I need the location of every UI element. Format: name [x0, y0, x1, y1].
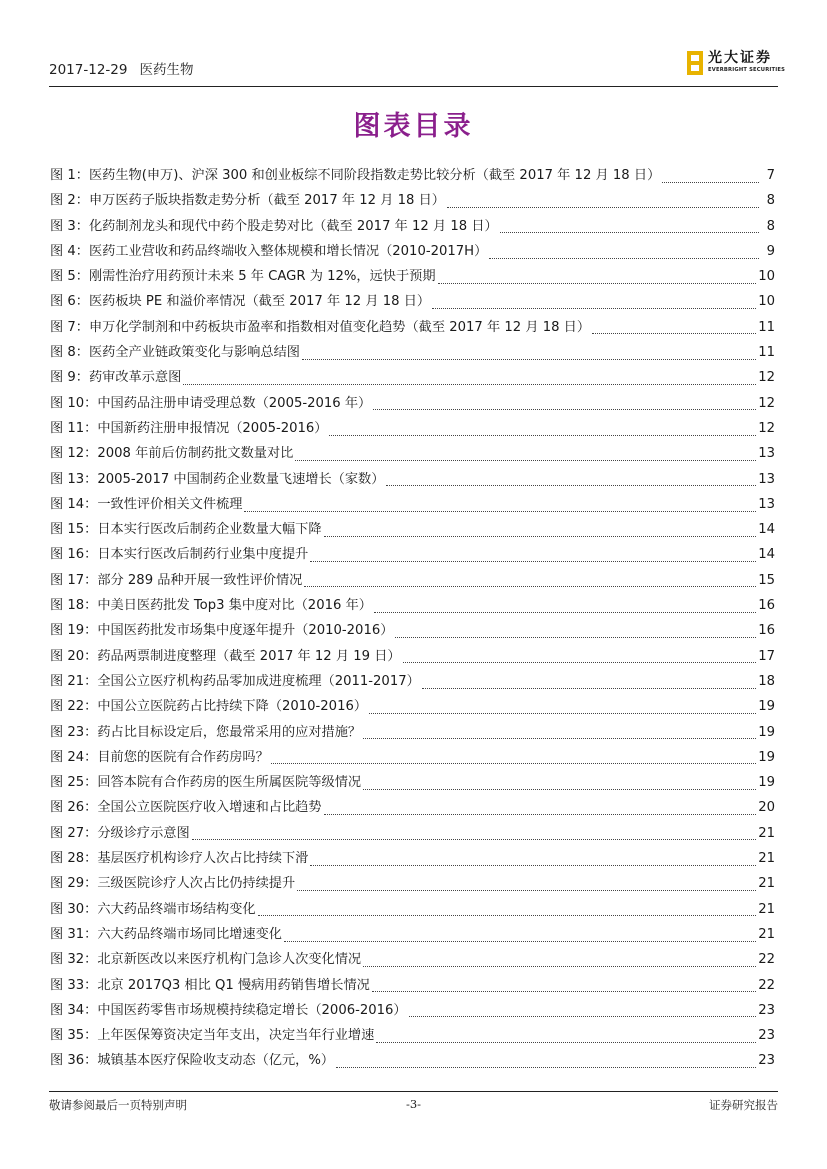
- toc-entry-page: 15: [758, 572, 775, 588]
- toc-dot-leader: [295, 459, 756, 461]
- toc-entry-label: 图 36：城镇基本医疗保险收支动态（亿元，%）: [50, 1053, 335, 1069]
- toc-dot-leader: [329, 434, 756, 436]
- toc-entry-page: 22: [758, 977, 775, 993]
- toc-entry-label: 图 8：医药全产业链政策变化与影响总结图: [50, 345, 300, 361]
- toc-entry-page: 16: [758, 598, 775, 614]
- toc-entry-page: 7: [766, 168, 775, 183]
- toc-entry-page: 12: [758, 420, 775, 436]
- toc-dot-leader: [409, 1015, 757, 1017]
- toc-entry-label: 图 1：医药生物(申万)、沪深 300 和创业板综不同阶段指数走势比较分析（截至 2017 年 12 月 18 日）: [50, 168, 661, 183]
- toc-entry-page: 14: [758, 547, 775, 563]
- toc-entry-label: 图 34：中国医药零售市场规模持续稳定增长（2006-2016）: [50, 1002, 407, 1018]
- header-info: [49, 58, 193, 78]
- toc-entry-label: 图 33：北京 2017Q3 相比 Q1 慢病用药销售增长情况: [50, 977, 370, 993]
- toc-entry[interactable]: [50, 163, 775, 188]
- toc-entry-page: 21: [758, 926, 775, 942]
- toc-entry[interactable]: [50, 1048, 775, 1073]
- toc-entry[interactable]: [50, 947, 775, 972]
- toc-entry-label: 图 20：药品两票制进度整理（截至 2017 年 12 月 19 日）: [50, 648, 401, 664]
- toc-dot-leader: [192, 838, 757, 840]
- toc-entry-page: 13: [758, 471, 775, 487]
- page-header: [49, 50, 786, 87]
- toc-entry-label: 图 17：部分 289 品种开展一致性评价情况: [50, 572, 303, 588]
- toc-entry-label: 图 5：刚需性治疗用药预计未来 5 年 CAGR 为 12%，远快于预期: [50, 269, 436, 285]
- toc-entry[interactable]: [50, 542, 775, 567]
- toc-entry-label: 图 12：2008 年前后仿制药批文数量对比: [50, 446, 294, 462]
- toc-dot-leader: [374, 611, 756, 613]
- toc-dot-leader: [302, 358, 756, 360]
- toc-entry-label: 图 27：分级诊疗示意图: [50, 825, 190, 841]
- toc-entry[interactable]: [50, 1023, 775, 1048]
- logo-english-text: EVERBRIGHT SECURITIES: [708, 67, 786, 73]
- toc-dot-leader: [500, 231, 759, 233]
- toc-entry-label: 图 18：中美日医药批发 Top3 集中度对比（2016 年）: [50, 598, 372, 614]
- toc-title: 图表目录: [353, 111, 474, 142]
- toc-entry-page: 22: [758, 952, 775, 968]
- toc-entry[interactable]: [50, 391, 775, 416]
- toc-entry-label: 图 3：化药制剂龙头和现代中药个股走势对比（截至 2017 年 12 月 18 日）: [50, 218, 498, 234]
- toc-entry[interactable]: [50, 795, 775, 820]
- toc-entry-page: 10: [758, 269, 775, 285]
- page-number: -3-: [405, 1097, 422, 1111]
- toc-entry[interactable]: [50, 214, 775, 239]
- toc-entry[interactable]: [50, 973, 775, 998]
- toc-entry-label: 图 7：申万化学制剂和中药板块市盈率和指数相对值变化趋势（截至 2017 年 12 月 18 日）: [50, 319, 591, 335]
- toc-dot-leader: [183, 383, 756, 385]
- toc-entry-page: 12: [758, 395, 775, 411]
- toc-entry-page: 14: [758, 522, 775, 538]
- toc-dot-leader: [310, 864, 756, 866]
- toc-dot-leader: [489, 257, 759, 259]
- toc-entry[interactable]: [50, 441, 775, 466]
- toc-dot-leader: [284, 940, 756, 942]
- toc-entry-page: 19: [758, 775, 775, 791]
- toc-entry-page: 8: [766, 193, 775, 209]
- toc-dot-leader: [403, 661, 757, 663]
- toc-entry-label: 图 22：中国公立医院药占比持续下降（2010-2016）: [50, 699, 368, 715]
- toc-dot-leader: [324, 813, 757, 815]
- toc-dot-leader: [432, 307, 756, 309]
- toc-entry-page: 10: [758, 294, 775, 310]
- toc-entry-page: 23: [758, 1028, 775, 1044]
- toc-dot-leader: [297, 889, 756, 891]
- toc-entry[interactable]: [50, 188, 775, 213]
- toc-entry-page: 12: [758, 370, 775, 386]
- toc-entry-label: 图 23：药占比目标设定后，您最常采用的应对措施？: [50, 724, 362, 740]
- toc-entry-page: 13: [758, 446, 775, 462]
- toc-entry[interactable]: [50, 669, 775, 694]
- toc-entry[interactable]: [50, 897, 775, 922]
- toc-entry[interactable]: [50, 618, 775, 643]
- toc-dot-leader: [372, 990, 756, 992]
- toc-entry-page: 11: [758, 345, 775, 361]
- toc-entry[interactable]: [50, 289, 775, 314]
- toc-entry-page: 23: [758, 1053, 775, 1069]
- logo-mark-icon: [686, 50, 704, 76]
- toc-dot-leader: [592, 332, 756, 334]
- toc-entry-label: 图 11：中国新药注册申报情况（2005-2016）: [50, 420, 328, 436]
- toc-entry-label: 图 29：三级医院诊疗人次占比仍持续提升: [50, 876, 296, 892]
- toc-entry[interactable]: [50, 998, 775, 1023]
- toc-entry-label: 图 14：一致性评价相关文件梳理: [50, 496, 243, 512]
- toc-entry-page: 21: [758, 876, 775, 892]
- toc-entry-label: 图 26：全国公立医院医疗收入增速和占比趋势: [50, 800, 322, 816]
- toc-entry-page: 13: [758, 496, 775, 512]
- toc-dot-leader: [376, 1041, 756, 1043]
- toc-entry[interactable]: [50, 467, 775, 492]
- toc-entry-page: 9: [766, 243, 775, 259]
- toc-dot-leader: [304, 585, 756, 587]
- toc-entry-page: 21: [758, 825, 775, 841]
- toc-entry[interactable]: [50, 416, 775, 441]
- toc-dot-leader: [336, 1066, 756, 1068]
- toc-entry-label: 图 13：2005-2017 中国制药企业数量飞速增长（家数）: [50, 471, 385, 487]
- toc-entry-label: 图 25：回答本院有合作药房的医生所属医院等级情况: [50, 775, 362, 791]
- toc-entry[interactable]: [50, 846, 775, 871]
- toc-dot-leader: [395, 636, 756, 638]
- toc-entry-page: 19: [758, 749, 775, 765]
- toc-dot-leader: [310, 560, 756, 562]
- toc-entry[interactable]: [50, 492, 775, 517]
- toc-entry[interactable]: [50, 239, 775, 264]
- toc-entry-label: 图 10：中国药品注册申请受理总数（2005-2016 年）: [50, 395, 372, 411]
- toc-entry-page: 23: [758, 1002, 775, 1018]
- toc-entry-label: 图 6：医药板块 PE 和溢价率情况（截至 2017 年 12 月 18 日）: [50, 294, 431, 310]
- toc-entry-label: 图 35：上年医保筹资决定当年支出，决定当年行业增速: [50, 1028, 375, 1044]
- toc-dot-leader: [363, 788, 756, 790]
- toc-entry-page: 20: [758, 800, 775, 816]
- toc-entry[interactable]: [50, 745, 775, 770]
- toc-dot-leader: [373, 408, 756, 410]
- toc-entry-label: 图 21：全国公立医疗机构药品零加成进度梳理（2011-2017）: [50, 673, 420, 689]
- toc-dot-leader: [271, 762, 756, 764]
- toc-dot-leader: [258, 914, 757, 916]
- toc-entry[interactable]: [50, 871, 775, 896]
- toc-entry-label: 图 19：中国医药批发市场集中度逐年提升（2010-2016）: [50, 623, 394, 639]
- toc-entry-label: 图 28：基层医疗机构诊疗人次占比持续下滑: [50, 851, 309, 867]
- toc-dot-leader: [244, 510, 756, 512]
- toc-dot-leader: [363, 737, 756, 739]
- toc-dot-leader: [438, 282, 757, 284]
- logo-chinese-text: 光大证券: [708, 50, 772, 66]
- toc-dot-leader: [447, 206, 759, 208]
- toc-entry-page: 19: [758, 724, 775, 740]
- toc-entry[interactable]: [50, 644, 775, 669]
- toc-entry-page: 21: [758, 901, 775, 917]
- toc-dot-leader: [369, 712, 756, 714]
- toc-dot-leader: [363, 965, 756, 967]
- toc-dot-leader: [422, 687, 756, 689]
- toc-entry-label: 图 32：北京新医改以来医疗机构门急诊人次变化情况: [50, 952, 362, 968]
- toc-entry[interactable]: [50, 593, 775, 618]
- toc-entry[interactable]: [50, 365, 775, 390]
- toc-entry[interactable]: [50, 770, 775, 795]
- disclaimer-note: 敬请参阅最后一页特别声明: [49, 1098, 187, 1112]
- toc-entry-label: 图 15：日本实行医改后制药企业数量大幅下降: [50, 522, 322, 538]
- toc-entry[interactable]: [50, 922, 775, 947]
- report-sector: 医药生物: [139, 62, 194, 78]
- toc-entry[interactable]: [50, 694, 775, 719]
- toc-entry[interactable]: [50, 517, 775, 542]
- toc-entry-label: 图 31：六大药品终端市场同比增速变化: [50, 926, 282, 942]
- toc-entry[interactable]: [50, 264, 775, 289]
- toc-entry[interactable]: [50, 340, 775, 365]
- toc-entry-label: 图 2：申万医药子版块指数走势分析（截至 2017 年 12 月 18 日）: [50, 193, 445, 209]
- toc-entry[interactable]: [50, 568, 775, 593]
- toc-entry[interactable]: [50, 821, 775, 846]
- report-date: 2017-12-29: [49, 62, 128, 78]
- toc-entry-label: 图 9：药审改革示意图: [50, 370, 182, 386]
- toc-entry-page: 17: [758, 648, 775, 664]
- toc-entry-page: 19: [758, 699, 775, 715]
- toc-entry-page: 18: [758, 673, 775, 689]
- toc-entry-page: 21: [758, 851, 775, 867]
- toc-entry-page: 16: [758, 623, 775, 639]
- report-type: 证券研究报告: [709, 1098, 778, 1112]
- toc-entry-label: 图 30：六大药品终端市场结构变化: [50, 901, 256, 917]
- toc-dot-leader: [386, 484, 756, 486]
- company-logo: [686, 48, 786, 80]
- footer-rule: [49, 1091, 778, 1093]
- toc-entry-label: 图 24：目前您的医院有合作药房吗？: [50, 749, 269, 765]
- toc-entry-label: 图 4：医药工业营收和药品终端收入整体规模和增长情况（2010-2017H）: [50, 243, 488, 259]
- toc-entry[interactable]: [50, 315, 775, 340]
- figure-toc-list: [50, 163, 775, 1074]
- toc-entry-label: 图 16：日本实行医改后制药行业集中度提升: [50, 547, 309, 563]
- toc-dot-leader: [662, 181, 759, 183]
- toc-entry-page: 11: [758, 319, 775, 335]
- toc-entry[interactable]: [50, 720, 775, 745]
- toc-entry-page: 8: [766, 218, 775, 234]
- toc-dot-leader: [324, 535, 757, 537]
